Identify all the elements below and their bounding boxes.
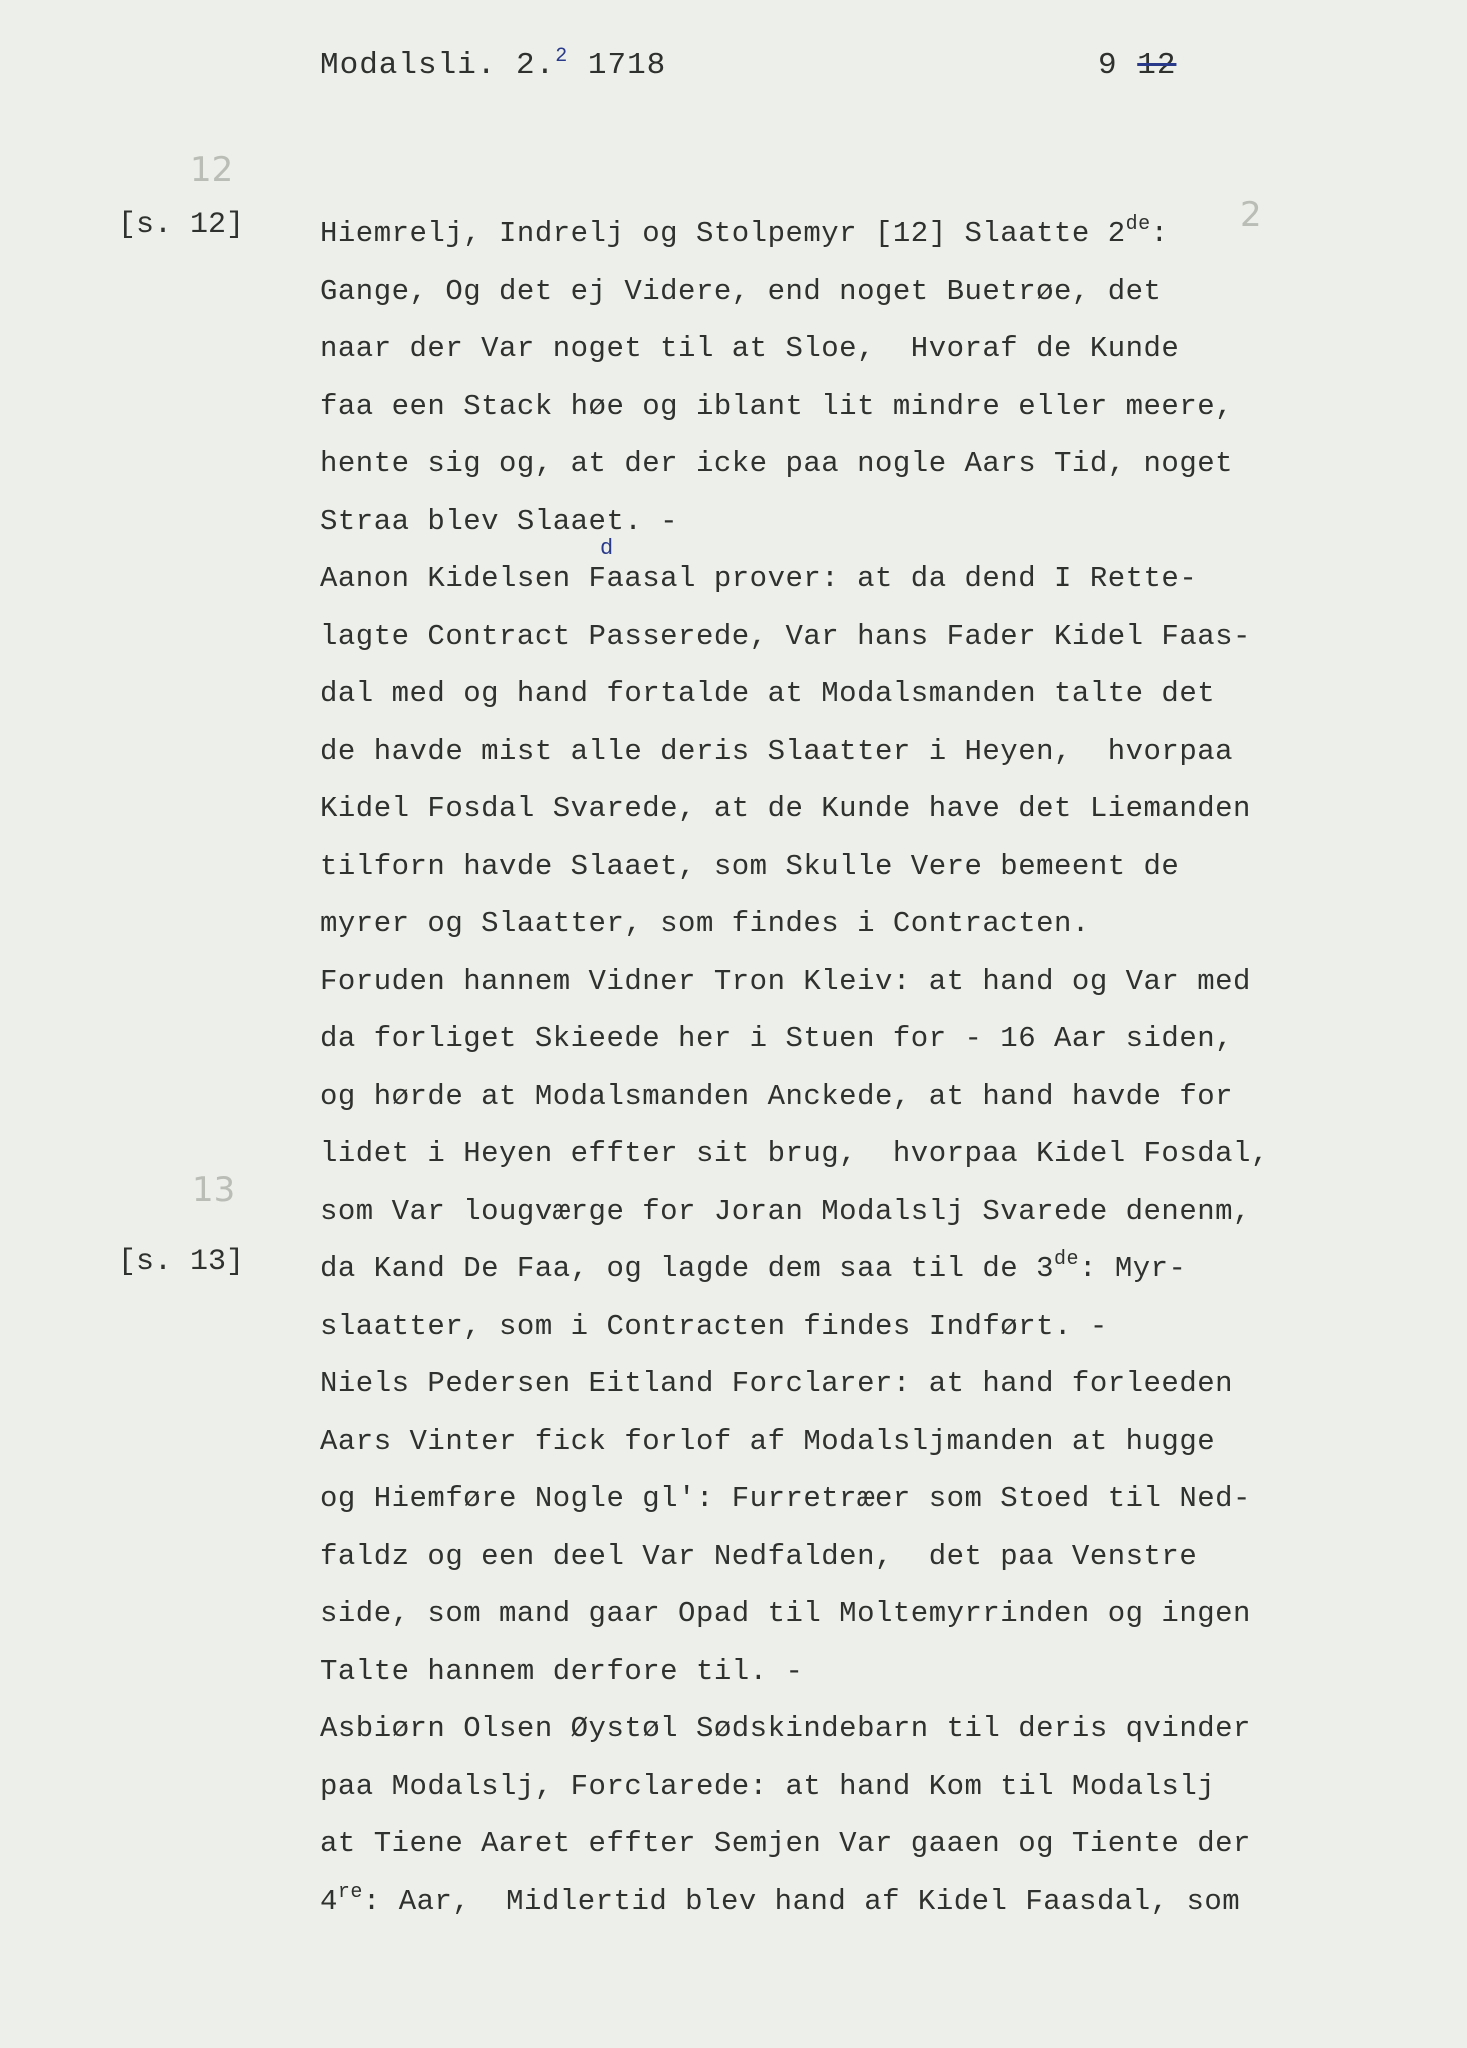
text-line xyxy=(320,1758,1420,1816)
line-text: myrer og Slaatter, som findes i Contracten. xyxy=(320,907,1090,940)
pencil-mark-2: 13 xyxy=(192,1170,236,1210)
text-line xyxy=(320,435,1420,493)
line-text: tilforn havde Slaaet, som Skulle Vere bemeent de xyxy=(320,849,1180,883)
text-line xyxy=(320,1298,1420,1356)
line-text: da Kand De Faa, og lagde dem saa til de 3 xyxy=(320,1252,1055,1285)
line-text: faldz og een deel Var Nedfalden, det paa Venstre xyxy=(320,1539,1198,1573)
line-text: paa Modalslj, Forclarede: at hand Kom til Modalslj xyxy=(320,1769,1216,1803)
page-number-struck: 12 xyxy=(1137,48,1177,83)
line-text-after: : Myr- xyxy=(1079,1252,1187,1285)
line-text: slaatter, som i Contracten findes Indført. - xyxy=(320,1309,1108,1343)
text-line xyxy=(320,665,1420,723)
text-line xyxy=(320,723,1420,781)
text-line xyxy=(320,895,1420,953)
pencil-mark-3: 2 xyxy=(1240,195,1262,235)
line-text: lidet i Heyen effter sit brug, hvorpaa Kidel Fosdal, xyxy=(320,1137,1269,1170)
text-line xyxy=(320,838,1420,896)
line-text: Aars Vinter fick forlof af Modalsljmanden at hugge xyxy=(320,1424,1216,1458)
line-text: Hiemrelj, Indrelj og Stolpemyr [12] Slaatte 2 xyxy=(320,217,1126,250)
line-text: Foruden hannem Vidner Tron Kleiv: at hand og Var med xyxy=(320,964,1251,998)
text-line xyxy=(320,1068,1420,1126)
text-line xyxy=(320,1585,1420,1643)
line-text: naar der Var noget til at Sloe, Hvoraf de Kunde xyxy=(320,332,1180,365)
line-text: hente sig og, at der icke paa nogle Aars Tid, noget xyxy=(320,447,1234,480)
line-text: og Hiemføre Nogle gl': Furretræer som Stoed til Ned- xyxy=(320,1482,1251,1515)
line-text: som Var lougværge for Joran Modalslj Svarede denenm, xyxy=(320,1194,1251,1228)
text-line xyxy=(320,1183,1420,1241)
transcription-body xyxy=(320,205,1420,1930)
text-line xyxy=(320,1528,1420,1586)
text-line xyxy=(320,1643,1420,1701)
line-text: da forliget Skieede her i Stuen for - 16 Aar siden, xyxy=(320,1022,1234,1055)
margin-reference-2: [s. 13] xyxy=(118,1245,245,1279)
line-text: de havde mist alle deris Slaatter i Heyen, hvorpaa xyxy=(320,734,1234,768)
margin-reference-1: [s. 12] xyxy=(118,208,245,242)
pencil-mark-1: 12 xyxy=(190,150,234,190)
text-line xyxy=(320,378,1420,436)
page-header-title xyxy=(320,45,667,83)
line-text: Talte hannem derfore til. - xyxy=(320,1654,804,1688)
text-line xyxy=(320,780,1420,838)
text-line xyxy=(320,1240,1420,1298)
text-line xyxy=(320,205,1420,263)
line-text-after: : xyxy=(1150,217,1169,250)
text-line xyxy=(320,1413,1420,1471)
text-line xyxy=(320,608,1420,666)
text-line xyxy=(320,1125,1420,1183)
text-line xyxy=(320,1700,1420,1758)
line-text: Gange, Og det ej Videre, end noget Buetrøe, det xyxy=(320,274,1162,308)
text-line xyxy=(320,1873,1420,1931)
page-number: 9 xyxy=(1098,48,1118,83)
header-title: Modalsli. 2. xyxy=(320,48,556,83)
line-text: og hørde at Modalsmanden Anckede, at hand havde for xyxy=(320,1079,1234,1113)
text-line xyxy=(320,263,1420,321)
line-text: Kidel Fosdal Svarede, at de Kunde have det Liemanden xyxy=(320,792,1251,825)
line-superscript: de xyxy=(1054,1248,1080,1271)
text-line xyxy=(320,953,1420,1011)
text-line xyxy=(320,1010,1420,1068)
line-text: lagte Contract Passerede, Var hans Fader Kidel Faas- xyxy=(320,619,1251,653)
page-header-number xyxy=(1098,48,1176,83)
line-text: dal med og hand fortalde at Modalsmanden talte det xyxy=(320,677,1216,710)
text-line xyxy=(320,1815,1420,1873)
line-text: Niels Pedersen Eitland Forclarer: at hand forleeden xyxy=(320,1367,1234,1400)
text-line xyxy=(320,320,1420,378)
line-text: faa een Stack høe og iblant lit mindre eller meere, xyxy=(320,389,1234,423)
line-text: Asbiørn Olsen Øystøl Sødskindebarn til deris qvinder xyxy=(320,1712,1251,1745)
header-year: 1718 xyxy=(587,48,667,83)
line-superscript: de xyxy=(1125,213,1151,236)
text-line xyxy=(320,1470,1420,1528)
text-line xyxy=(320,536,1420,608)
line-superscript: re xyxy=(337,1880,363,1904)
line-text: Aanon Kidelsen Faasal prover: at da dend I Rette- xyxy=(320,562,1198,595)
line-text: at Tiene Aaret effter Semjen Var gaaen og Tiente der xyxy=(320,1827,1251,1860)
line-text: 4 xyxy=(320,1884,338,1918)
line-text: side, som mand gaar Opad til Moltemyrrinden og ingen xyxy=(320,1597,1251,1630)
line-text: Straa blev Slaaet. - xyxy=(320,504,679,538)
text-line xyxy=(320,1355,1420,1413)
handwritten-insertion: d xyxy=(600,536,614,561)
line-text-after: : Aar, Midlertid blev hand af Kidel Faasdal, som xyxy=(362,1884,1241,1918)
text-line xyxy=(320,493,1420,551)
header-title-correction: 2 xyxy=(555,45,569,68)
